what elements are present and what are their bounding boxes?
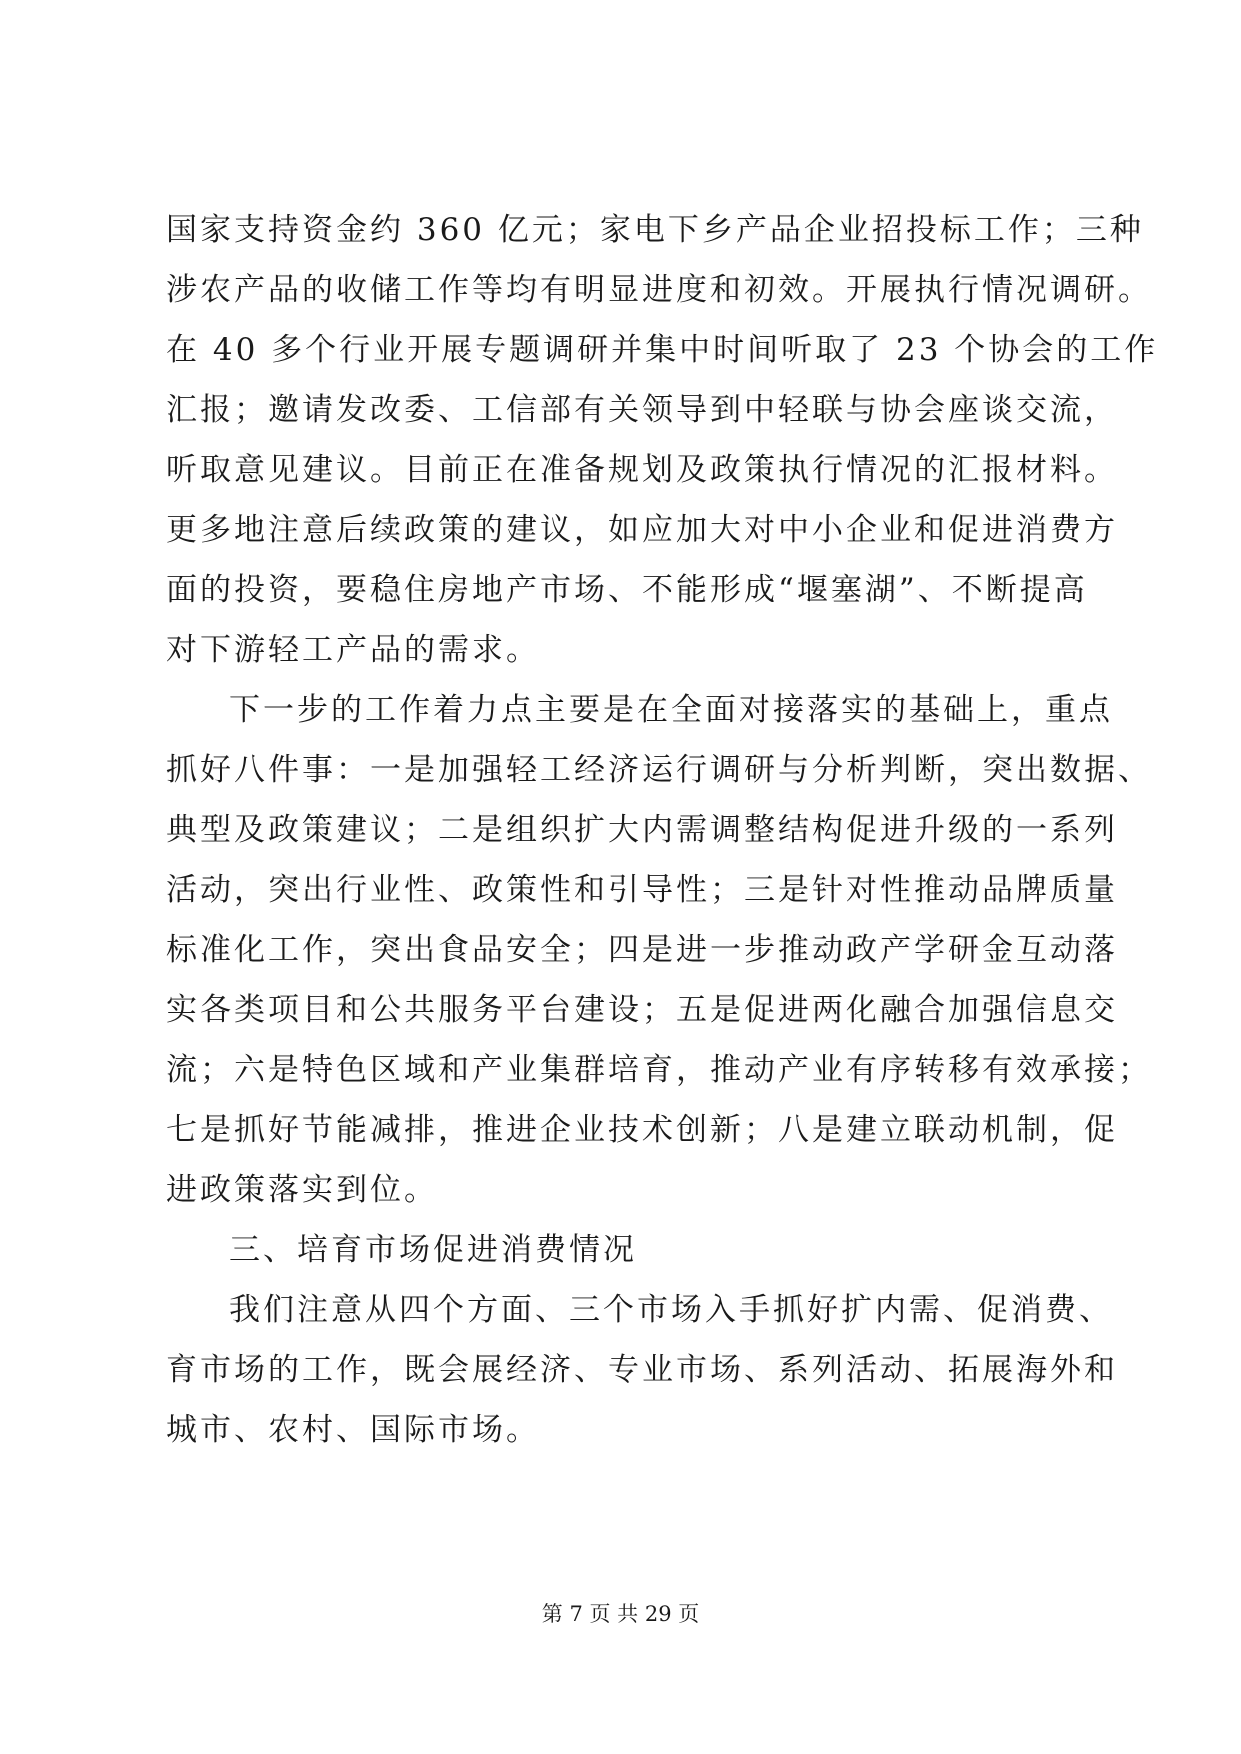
text-line: 汇报；邀请发改委、工信部有关领导到中轻联与协会座谈交流， [166, 392, 1118, 428]
text-line: 听取意见建议。目前正在准备规划及政策执行情况的汇报材料。 [166, 452, 1118, 488]
text-line: 实各类项目和公共服务平台建设；五是促进两化融合加强信息交 [166, 992, 1118, 1028]
text-line: 在 40 多个行业开展专题调研并集中时间听取了 23 个协会的工作 [166, 332, 1159, 368]
text-line: 面的投资，要稳住房地产市场、不能形成“堰塞湖”、不断提高 [166, 572, 1088, 608]
text-line: 抓好八件事：一是加强轻工经济运行调研与分析判断，突出数据、 [166, 752, 1152, 788]
text-line: 活动，突出行业性、政策性和引导性；三是针对性推动品牌质量 [166, 872, 1118, 908]
section-heading: 三、培育市场促进消费情况 [229, 1232, 637, 1268]
text-line: 七是抓好节能减排，推进企业技术创新；八是建立联动机制，促 [166, 1112, 1118, 1148]
text-line: 涉农产品的收储工作等均有明显进度和初效。开展执行情况调研。 [166, 272, 1152, 308]
text-line: 育市场的工作，既会展经济、专业市场、系列活动、拓展海外和 [166, 1352, 1118, 1388]
page-footer: 第 7 页 共 29 页 [541, 1602, 700, 1626]
text-line: 城市、农村、国际市场。 [166, 1412, 540, 1448]
text-line: 标准化工作，突出食品安全；四是进一步推动政产学研金互动落 [166, 932, 1118, 968]
paragraph-first-line: 我们注意从四个方面、三个市场入手抓好扩内需、促消费、 [229, 1292, 1113, 1328]
paragraph-first-line: 下一步的工作着力点主要是在全面对接落实的基础上，重点 [229, 692, 1113, 728]
text-line: 对下游轻工产品的需求。 [166, 632, 540, 668]
text-line: 国家支持资金约 360 亿元；家电下乡产品企业招投标工作；三种 [166, 212, 1144, 248]
text-line: 流；六是特色区域和产业集群培育，推动产业有序转移有效承接； [166, 1052, 1152, 1088]
text-line: 更多地注意后续政策的建议，如应加大对中小企业和促进消费方 [166, 512, 1118, 548]
text-line: 典型及政策建议；二是组织扩大内需调整结构促进升级的一系列 [166, 812, 1118, 848]
text-line: 进政策落实到位。 [166, 1172, 438, 1208]
